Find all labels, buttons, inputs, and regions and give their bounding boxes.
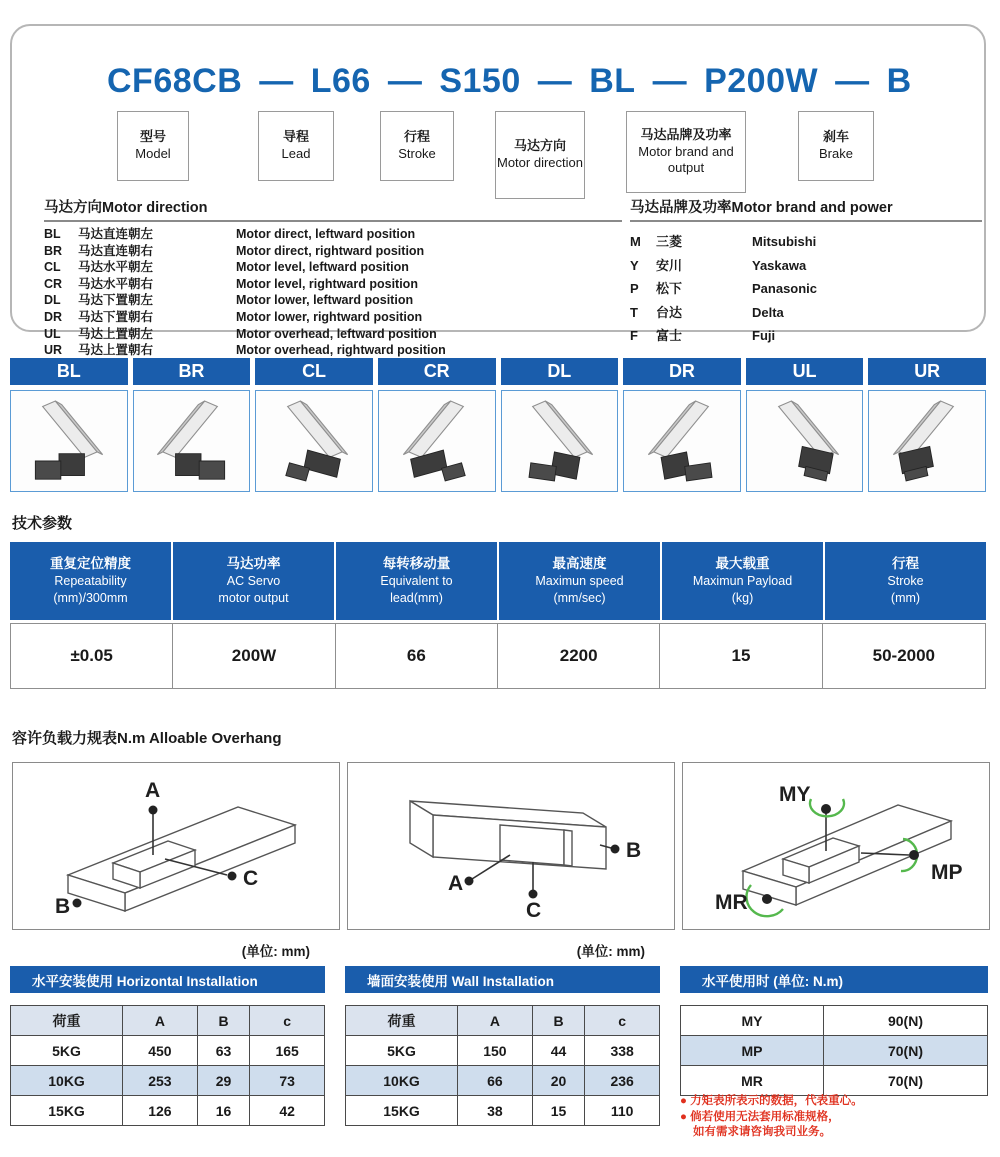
footnote-line: ● 倘若使用无法套用标准规格，: [680, 1110, 840, 1123]
zh: 三菱: [656, 234, 683, 249]
variant-header: DL: [501, 358, 619, 385]
label-mp: MP: [931, 861, 963, 884]
table-header-row: [346, 1006, 660, 1036]
list-item: [630, 254, 982, 278]
variant-cell-dr: [623, 358, 741, 492]
code: T: [630, 304, 638, 320]
code: CR: [44, 276, 63, 291]
table-row: 15KG 126 16 42: [11, 1096, 325, 1126]
col-header: 荷重: [346, 1006, 458, 1036]
model-segment: B: [886, 62, 912, 100]
model-code: [107, 62, 912, 101]
tech-header-row: [10, 542, 986, 620]
code: Y: [630, 257, 639, 273]
table-row: 5KG 150 44 338: [346, 1036, 660, 1066]
label-en: Stroke: [398, 146, 436, 161]
table-header-row: [11, 1006, 325, 1036]
wall-table-title: 墙面安装使用 Wall Installation: [345, 966, 660, 993]
en: Motor level, rightward position: [236, 276, 418, 291]
model-segment: CF68CB: [107, 62, 243, 100]
label-box-motor-direction: [495, 111, 585, 199]
overhang-diagram-horizontal: [12, 762, 340, 930]
table-row: MR 70(N): [681, 1066, 988, 1096]
en: Motor direct, leftward position: [236, 227, 416, 241]
en: Delta: [752, 304, 784, 320]
col-header: B: [532, 1006, 585, 1036]
list-item: [44, 292, 622, 309]
motor-brand-list: [630, 196, 982, 348]
en: Yaskawa: [752, 257, 807, 273]
variant-cell-br: [133, 358, 251, 492]
wall-table: [345, 1005, 660, 1126]
zh: 马达水平朝右: [78, 276, 154, 291]
footnote-line: ● 力矩表所表示的数据，代表重心。: [680, 1095, 863, 1107]
table-row: MP 70(N): [681, 1036, 988, 1066]
variant-cell-bl: [10, 358, 128, 492]
zh: 马达下置朝右: [78, 309, 154, 324]
en: Mitsubishi: [752, 234, 817, 249]
actuator-image: [255, 390, 373, 492]
variant-cell-ul: [746, 358, 864, 492]
dash-separator: —: [652, 62, 688, 100]
motor-direction-list: [44, 196, 622, 359]
dash-separator: —: [537, 62, 573, 100]
variant-header: UL: [746, 358, 864, 385]
actuator-image: [10, 390, 128, 492]
en: Motor direct, rightward position: [236, 243, 425, 258]
tech-params-table: [10, 542, 986, 689]
col-header: B: [197, 1006, 250, 1036]
en: Motor overhead, leftward position: [236, 326, 437, 341]
variant-header: CR: [378, 358, 496, 385]
dash-separator: —: [835, 62, 870, 100]
variant-strip: [10, 358, 986, 492]
tech-header-cell: 最大载重 Maximun Payload (kg): [662, 542, 823, 620]
label-box-model: [117, 111, 189, 181]
actuator-image: [501, 390, 619, 492]
list-item: [630, 230, 982, 254]
code: BL: [44, 227, 61, 241]
tech-value: ±0.05: [11, 624, 173, 688]
footnote-line: 如有需求请咨询我司业务。: [693, 1126, 831, 1138]
en: Fuji: [752, 328, 776, 343]
zh: 马达下置朝左: [78, 293, 154, 308]
actuator-image: [746, 390, 864, 492]
tech-value: 50-2000: [823, 624, 985, 688]
variant-header: UR: [868, 358, 986, 385]
unit-label-middle: (单位: mm): [576, 944, 645, 959]
list-item: [44, 309, 622, 326]
zh: 马达直连朝右: [78, 243, 154, 258]
overhang-title: 容许负载力规表N.m Alloable Overhang: [12, 730, 282, 747]
label-en: Lead: [281, 146, 311, 161]
code: P: [630, 281, 639, 296]
label-box-motor-brand: [626, 111, 746, 193]
label-en: Motor direction: [497, 155, 583, 170]
en: Motor overhead, rightward position: [236, 343, 446, 358]
label-mr: MR: [715, 891, 748, 914]
label-en: Brake: [819, 146, 853, 161]
label-en: Motor brand and output: [638, 143, 734, 176]
overhang-diagram-moment: [682, 762, 990, 930]
motor-direction-title: 马达方向Motor direction: [44, 196, 622, 222]
tech-header-cell: 最高速度 Maximun speed (mm/sec): [499, 542, 660, 620]
variant-cell-ur: [868, 358, 986, 492]
label-en: Model: [135, 146, 171, 161]
list-item: [44, 226, 622, 243]
dash-separator: —: [387, 62, 423, 100]
model-code-panel: [10, 24, 986, 358]
actuator-image: [868, 390, 986, 492]
en: Motor lower, rightward position: [236, 309, 423, 324]
zh: 台达: [656, 304, 683, 320]
variant-header: BR: [133, 358, 251, 385]
list-item: [44, 326, 622, 343]
col-header: 荷重: [11, 1006, 123, 1036]
list-item: [630, 324, 982, 348]
code: BR: [44, 243, 63, 258]
zh: 马达水平朝左: [78, 260, 154, 275]
label-zh: 型号: [139, 129, 166, 145]
actuator-image: [133, 390, 251, 492]
en: Panasonic: [752, 281, 818, 296]
moment-table: [680, 1005, 988, 1096]
code: DL: [44, 293, 61, 308]
tech-values-row: [10, 623, 986, 689]
list-item: [44, 243, 622, 260]
label-c: C: [526, 899, 542, 922]
dash-separator: —: [259, 62, 294, 100]
label-zh: 马达品牌及功率: [640, 126, 732, 142]
tech-value: 66: [336, 624, 498, 688]
label-a: A: [145, 779, 161, 802]
horizontal-table: [10, 1005, 325, 1126]
tech-value: 200W: [173, 624, 335, 688]
footnotes: [680, 1094, 988, 1141]
model-segment: P200W: [704, 62, 819, 100]
tech-header-cell: 重复定位精度 Repeatability (mm)/300mm: [10, 542, 171, 620]
moment-table-title: 水平使用时 (单位: N.m): [680, 966, 988, 993]
label-a: A: [448, 872, 464, 895]
zh: 松下: [656, 281, 683, 296]
model-segment: L66: [310, 62, 371, 100]
label-zh: 刹车: [822, 129, 849, 145]
actuator-image: [378, 390, 496, 492]
zh: 马达上置朝左: [78, 326, 154, 341]
label-b: B: [626, 839, 642, 862]
table-row: 15KG 38 15 110: [346, 1096, 660, 1126]
list-item: [44, 342, 622, 359]
tech-params-title: 技术参数: [12, 515, 73, 532]
tech-header-cell: 马达功率 AC Servo motor output: [173, 542, 334, 620]
en: Motor level, leftward position: [236, 260, 409, 275]
label-zh: 行程: [403, 129, 430, 145]
variant-header: CL: [255, 358, 373, 385]
model-segment: S150: [439, 62, 521, 100]
table-row: 10KG 253 29 73: [11, 1066, 325, 1096]
tech-header-cell: 行程 Stroke (mm): [825, 542, 986, 620]
col-header: A: [458, 1006, 533, 1036]
code: DR: [44, 309, 63, 324]
tech-header-cell: 每转移动量 Equivalent to lead(mm): [336, 542, 497, 620]
variant-cell-dl: [501, 358, 619, 492]
col-header: c: [585, 1006, 660, 1036]
zh: 马达直连朝左: [78, 227, 154, 241]
label-box-lead: [258, 111, 334, 181]
tech-value: 2200: [498, 624, 660, 688]
label-zh: 马达方向: [513, 138, 566, 154]
label-my: MY: [779, 783, 811, 806]
motor-brand-title: 马达品牌及功率Motor brand and power: [630, 196, 982, 222]
label-box-brake: [798, 111, 874, 181]
col-header: c: [250, 1006, 325, 1036]
table-row: 5KG 450 63 165: [11, 1036, 325, 1066]
variant-header: BL: [10, 358, 128, 385]
zh: 马达上置朝右: [78, 343, 154, 358]
code: F: [630, 328, 638, 343]
label-zh: 导程: [282, 129, 309, 145]
code: M: [630, 234, 641, 249]
code: CL: [44, 260, 61, 275]
zh: 富士: [656, 328, 683, 343]
label-c: C: [243, 867, 259, 890]
table-row: 10KG 66 20 236: [346, 1066, 660, 1096]
variant-cell-cr: [378, 358, 496, 492]
variant-header: DR: [623, 358, 741, 385]
list-item: [630, 301, 982, 325]
list-item: [630, 277, 982, 301]
en: Motor lower, leftward position: [236, 293, 414, 308]
table-row: MY 90(N): [681, 1006, 988, 1036]
model-segment: BL: [589, 62, 636, 100]
list-item: [44, 259, 622, 276]
zh: 安川: [656, 257, 683, 273]
unit-label-left: (单位: mm): [241, 944, 310, 959]
code: UR: [44, 343, 63, 358]
code: UL: [44, 326, 61, 341]
label-box-stroke: [380, 111, 454, 181]
horizontal-table-title: 水平安装使用 Horizontal Installation: [10, 966, 325, 993]
label-b: B: [55, 895, 71, 918]
list-item: [44, 276, 622, 293]
variant-cell-cl: [255, 358, 373, 492]
col-header: A: [123, 1006, 198, 1036]
overhang-diagram-wall: [347, 762, 675, 930]
tech-value: 15: [660, 624, 822, 688]
actuator-image: [623, 390, 741, 492]
